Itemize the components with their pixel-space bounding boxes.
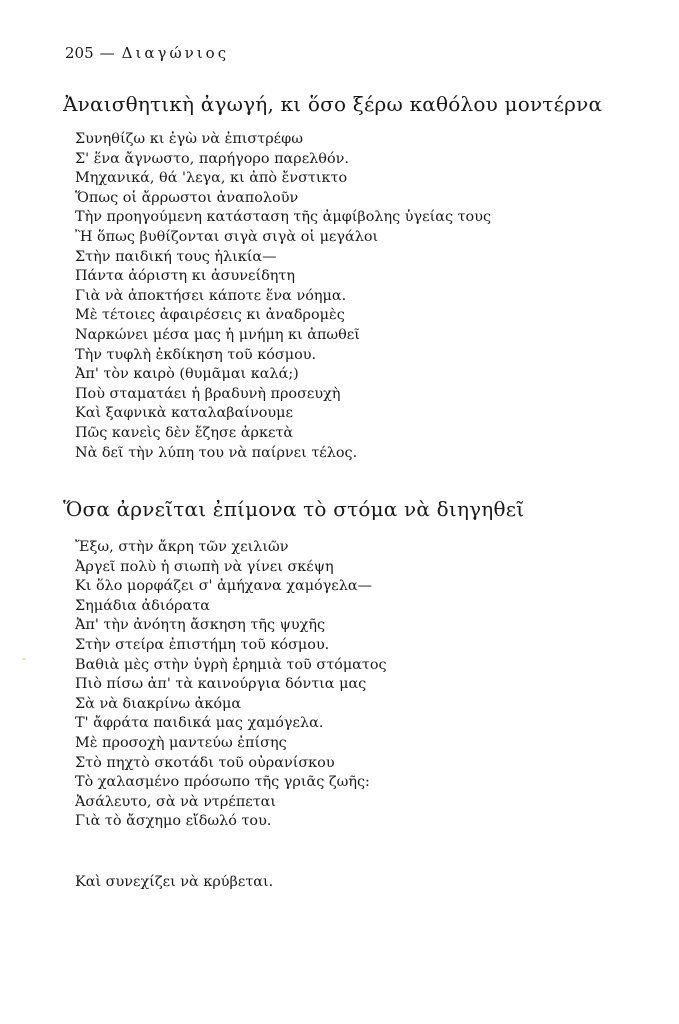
poem-line: Ἀργεῖ πολὺ ἡ σιωπὴ νὰ γίνει σκέψη — [75, 558, 334, 575]
paper-speck — [22, 658, 26, 660]
poem-line: Ἀπ' τὸν καιρὸ (θυμᾶμαι καλά;) — [75, 366, 299, 383]
running-header — [65, 44, 229, 62]
poem-line: Τ' ἄφράτα παιδικά μας χαμόγελα. — [75, 715, 324, 732]
poem-line: Ἀπ' τὴν ἀνόητη ἄσκηση τῆς ψυχῆς — [75, 617, 326, 634]
poem-line: Στὴν παιδική τους ἡλικία— — [75, 248, 277, 265]
poem-stanza — [75, 130, 491, 463]
poem-line: Μὲ προσοχὴ μαντεύω ἐπίσης — [75, 734, 287, 751]
poem-line: Πιὸ πίσω ἀπ' τὰ καινούργια δόντια μας — [75, 676, 367, 693]
poem-title: Ἀναισθητικὴ ἀγωγή, κι ὅσο ξέρω καθόλου μοντέρνα — [63, 92, 603, 116]
book-title: Διαγώνιος — [121, 44, 230, 62]
poem-line: Σημάδια ἀδιόρατα — [75, 597, 211, 614]
poem-line: Νὰ δεῖ τὴν λύπη του νὰ παίρνει τέλος. — [75, 444, 358, 461]
poem-line: Τὴν προηγούμενη κατάσταση τῆς ἀμφίβολης ὑγείας τους — [75, 209, 492, 226]
poem-line: Καὶ ξαφνικὰ καταλαβαίνουμε — [75, 405, 293, 422]
poem-line: Σὰ νὰ διακρίνω ἀκόμα — [75, 695, 242, 712]
poem-line: Ναρκώνει μέσα μας ἡ μνήμη κι ἀπωθεῖ — [75, 326, 360, 343]
poem-stanza — [75, 538, 387, 832]
poem-line: Ἢ ὅπως βυθίζονται σιγὰ σιγὰ οἱ μεγάλοι — [75, 228, 379, 245]
poem-line: Μὲ τέτοιες ἀφαιρέσεις κι ἀναδρομὲς — [75, 307, 345, 324]
poem-closing-line: Καὶ συνεχίζει νὰ κρύβεται. — [75, 874, 274, 890]
poem-line: Πάντα ἀόριστη κι ἀσυνείδητη — [75, 268, 295, 285]
header-separator: — — [99, 44, 116, 62]
poem-line: Γιὰ τὸ ἄσχημο εἴδωλό του. — [75, 813, 272, 830]
poem-line: Τὸ χαλασμένο πρόσωπο τῆς γριᾶς ζωῆς: — [75, 774, 370, 791]
poem-line: Ὅπως οἱ ἄρρωστοι ἀναπολοῦν — [75, 189, 299, 206]
poem-line: Στὴν στείρα ἐπιστήμη τοῦ κόσμου. — [75, 636, 330, 653]
page-number: 205 — [65, 44, 94, 62]
poem-line: Σ' ἕνα ἄγνωστο, παρήγορο παρελθόν. — [75, 150, 349, 167]
poem-line: Συνηθίζω κι ἐγὼ νὰ ἐπιστρέφω — [75, 131, 303, 147]
poem-line: Γιὰ νὰ ἀποκτήσει κάποτε ἕνα νόημα. — [75, 287, 347, 304]
poem-line: Κι ὅλο μορφάζει σ' ἀμήχανα χαμόγελα— — [75, 578, 372, 595]
poem-line: Τὴν τυφλὴ ἐκδίκηση τοῦ κόσμου. — [75, 346, 317, 363]
poem-line: Πῶς κανεὶς δὲν ἔζησε ἀρκετὰ — [75, 424, 294, 441]
poem-line: Ποὺ σταματάει ἡ βραδυνὴ προσευχὴ — [75, 385, 341, 402]
poem-line: Βαθιὰ μὲς στὴν ὑγρὴ ἐρημιὰ τοῦ στόματος — [75, 656, 387, 673]
poem-line: Ἀσάλευτο, σὰ νὰ ντρέπεται — [75, 793, 277, 810]
poem-line: Στὸ πηχτὸ σκοτάδι τοῦ οὐρανίσκου — [75, 754, 335, 771]
poem-line: Ἔξω, στὴν ἄκρη τῶν χειλιῶν — [75, 539, 289, 555]
poem-line: Μηχανικά, θά 'λεγα, κι ἀπὸ ἔνστικτο — [75, 170, 348, 187]
poem-title: Ὅσα ἀρνεῖται ἐπίμονα τὸ στόμα νὰ διηγηθεῖ — [63, 497, 525, 521]
